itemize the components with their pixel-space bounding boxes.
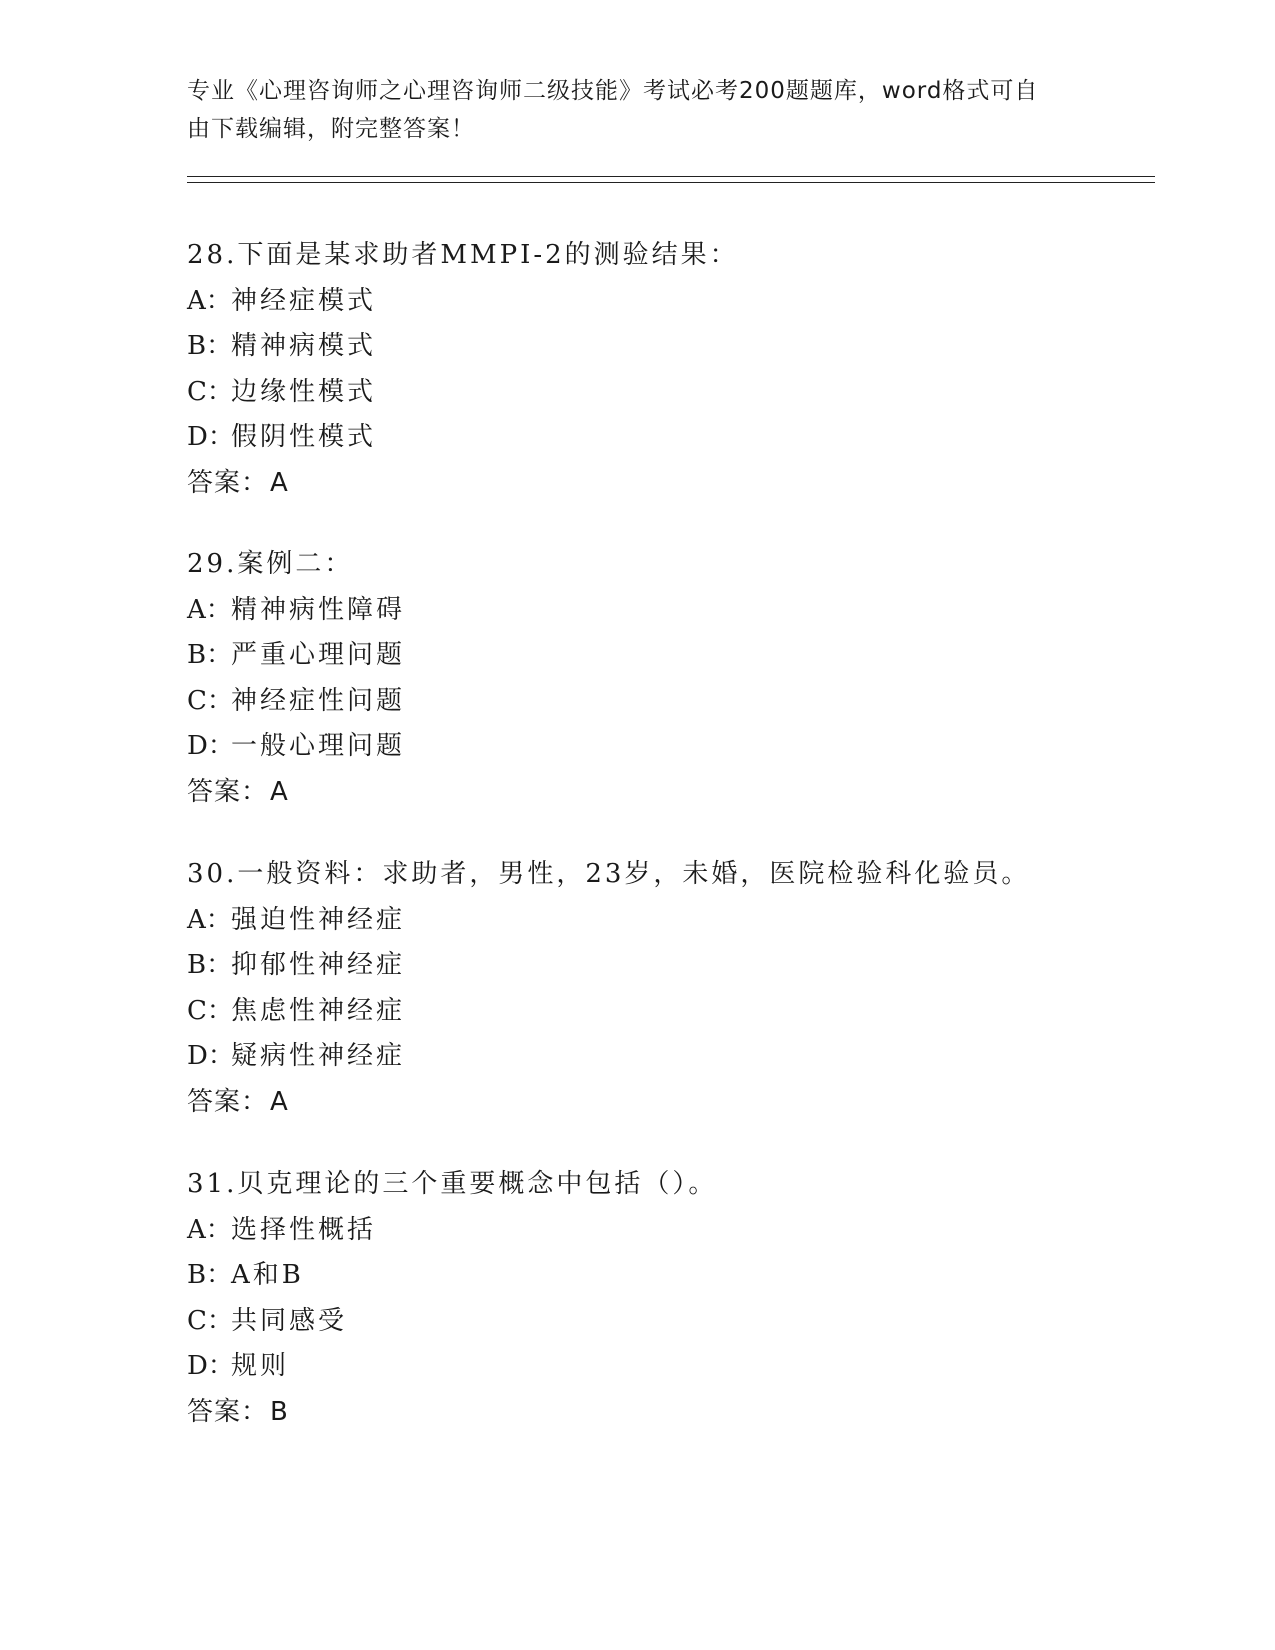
option-d [187,1034,1167,1080]
option-d [187,415,1167,461]
option-text: 严重心理问题 [231,640,406,670]
option-key: D： [187,1351,234,1381]
question-29 [187,542,1167,815]
option-text: 强迫性神经症 [231,904,406,935]
option-text: 共同感受 [231,1305,348,1336]
answer-line [187,1080,1167,1126]
option-d [187,1344,1167,1390]
option-text: 疑病性神经症 [231,1041,406,1071]
option-c [187,679,1167,725]
question-30 [187,852,1167,1125]
option-text: 假阴性模式 [231,422,377,452]
option-b [187,1253,1167,1299]
option-key: C： [187,685,233,716]
option-text: 抑郁性神经症 [231,950,406,980]
option-text: A和B [231,1260,304,1290]
option-b [187,324,1167,370]
header-divider-bottom [187,182,1155,183]
option-text: 焦虑性神经症 [231,995,406,1026]
option-a [187,588,1167,634]
answer-label: 答案： [187,1396,269,1427]
option-key: B： [187,640,233,670]
answer-label: 答案： [187,467,269,498]
option-c [187,370,1167,416]
option-c [187,1299,1167,1345]
option-key: A： [187,1214,232,1245]
option-d [187,724,1167,770]
answer-line [187,461,1167,507]
answer-label: 答案： [187,1086,269,1117]
option-text: 规则 [231,1351,290,1381]
option-key: D： [187,422,234,452]
option-b [187,943,1167,989]
option-c [187,989,1167,1035]
option-text: 一般心理问题 [231,731,406,761]
answer-line [187,770,1167,816]
question-stem: 29.案例二： [187,549,354,579]
option-key: A： [187,904,232,935]
document-header [187,72,1067,148]
answer-label: 答案： [187,776,269,807]
question-stem: 28.下面是某求助者MMPI-2的测验结果： [187,240,739,270]
option-text: 神经症性问题 [231,685,406,716]
option-b [187,633,1167,679]
option-key: C： [187,1305,233,1336]
option-text: 选择性概括 [231,1214,377,1245]
option-key: A： [187,594,232,625]
answer-value: B [270,1396,289,1427]
question-31 [187,1162,1167,1435]
option-text: 边缘性模式 [231,376,377,407]
header-divider-top [187,176,1155,177]
answer-line [187,1390,1167,1436]
option-a [187,1208,1167,1254]
option-text: 精神病性障碍 [231,594,406,625]
option-key: D： [187,1041,234,1071]
option-key: A： [187,285,232,316]
question-stem: 30.一般资料：求助者，男性，23岁，未婚，医院检验科化验员。 [187,859,1031,889]
option-key: B： [187,331,233,361]
answer-value: A [270,467,289,498]
option-key: C： [187,995,233,1026]
option-key: B： [187,950,233,980]
answer-value: A [270,1086,289,1117]
answer-value: A [270,776,289,807]
option-text: 精神病模式 [231,331,377,361]
option-key: B： [187,1260,233,1290]
header-line-2: 由下载编辑，附完整答案！ [187,116,475,142]
question-28 [187,233,1167,506]
option-key: C： [187,376,233,407]
option-a [187,898,1167,944]
question-stem: 31.贝克理论的三个重要概念中包括（）。 [187,1169,718,1199]
option-a [187,279,1167,325]
header-line-1: 专业《心理咨询师之心理咨询师二级技能》考试必考200题题库，word格式可自 [187,78,1039,104]
option-text: 神经症模式 [231,285,377,316]
option-key: D： [187,731,234,761]
